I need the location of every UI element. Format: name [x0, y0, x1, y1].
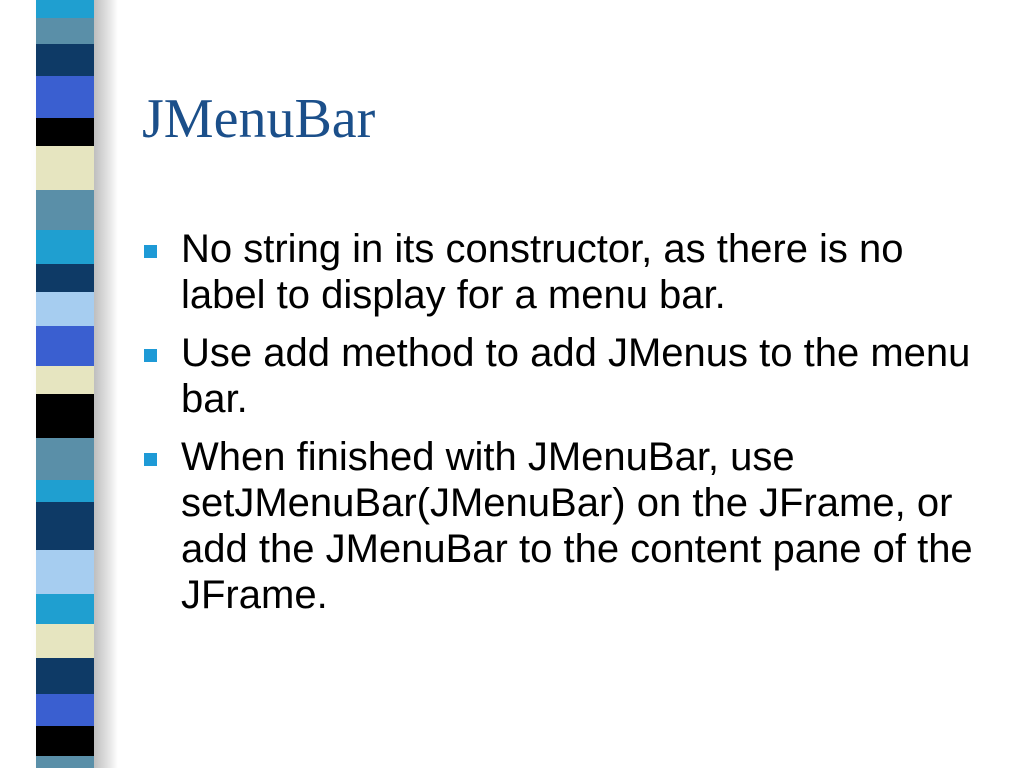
stripe-block [36, 438, 94, 480]
decorative-stripe [36, 0, 94, 768]
stripe-block [36, 292, 94, 326]
bullet-text: No string in its constructor, as there is no label to display for a menu bar. [181, 227, 904, 317]
stripe-block [36, 326, 94, 366]
stripe-block [36, 76, 94, 118]
bullet-item [144, 226, 984, 318]
slide-title: JMenuBar [142, 88, 376, 150]
stripe-block [36, 550, 94, 594]
square-bullet-icon [144, 349, 157, 362]
stripe-block [36, 190, 94, 230]
stripe-block [36, 480, 94, 502]
stripe-block [36, 118, 94, 146]
bullet-item [144, 330, 984, 422]
stripe-block [36, 264, 94, 292]
stripe-block [36, 366, 94, 394]
bullet-item [144, 434, 984, 618]
stripe-block [36, 756, 94, 768]
stripe-block [36, 658, 94, 694]
stripe-block [36, 694, 94, 726]
stripe-block [36, 394, 94, 438]
bullet-list [144, 226, 984, 630]
bullet-text: Use add method to add JMenus to the menu bar. [181, 331, 971, 421]
stripe-block [36, 18, 94, 44]
stripe-block [36, 594, 94, 624]
stripe-block [36, 146, 94, 190]
stripe-block [36, 624, 94, 658]
stripe-block [36, 230, 94, 264]
stripe-block [36, 0, 94, 18]
square-bullet-icon [144, 245, 157, 258]
stripe-block [36, 726, 94, 756]
square-bullet-icon [144, 453, 157, 466]
bullet-text: When finished with JMenuBar, use setJMenuBar(JMenuBar) on the JFrame, or add the JMenuBar to the content pane of the JFrame. [181, 435, 973, 617]
stripe-block [36, 502, 94, 550]
stripe-block [36, 44, 94, 76]
